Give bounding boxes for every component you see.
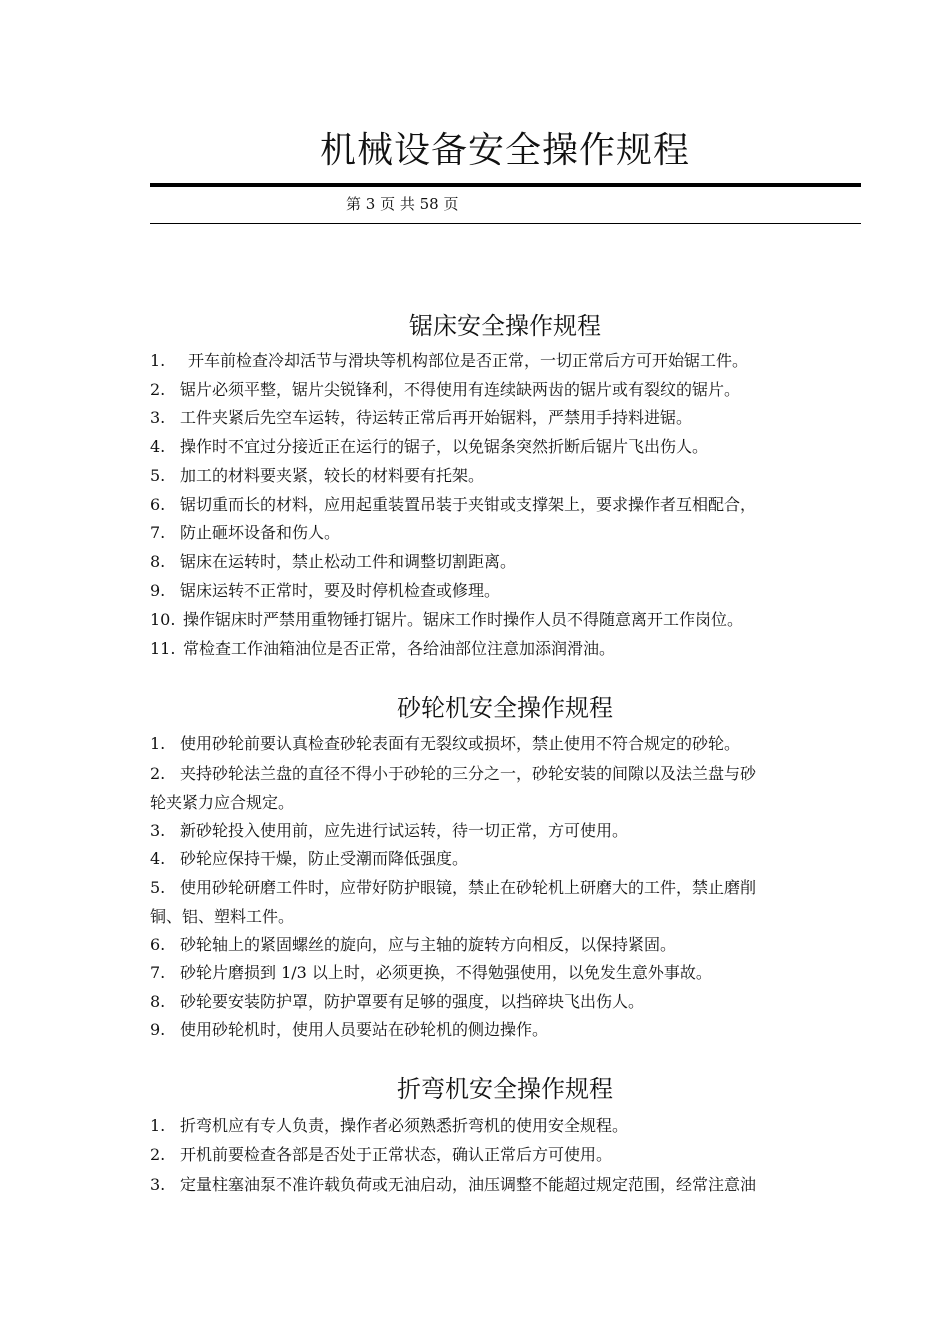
header-rule-thin <box>150 223 861 224</box>
rule-text: 锯床运转不正常时，要及时停机检查或修理。 <box>180 581 501 600</box>
rule-text: 工件夹紧后先空车运转，待运转正常后再开始锯料，严禁用手持料进锯。 <box>180 408 693 427</box>
rule-number: 1. <box>150 1116 166 1135</box>
saw-rule-8 <box>150 551 862 573</box>
saw-rule-4 <box>150 436 862 458</box>
rule-number: 2. <box>150 1145 166 1164</box>
rule-text: 使用砂轮研磨工件时，应带好防护眼镜，禁止在砂轮机上研磨大的工件，禁止磨削 <box>180 878 757 897</box>
rule-number: 5. <box>150 878 166 897</box>
rule-number: 11. <box>150 639 176 658</box>
rule-text: 锯片必须平整，锯片尖锐锋利，不得使用有连续缺两齿的锯片或有裂纹的锯片。 <box>180 380 741 399</box>
rule-number: 2. <box>150 380 166 399</box>
saw-rule-10 <box>150 609 862 631</box>
rule-text: 锯床在运转时，禁止松动工件和调整切割距离。 <box>180 552 517 571</box>
grinder-rule-2 <box>150 763 862 785</box>
page-counter: 第 3 页 共 58 页 <box>346 195 459 213</box>
grinder-rule-8 <box>150 991 862 1013</box>
rule-text: 操作时不宜过分接近正在运行的锯子，以免锯条突然折断后锯片飞出伤人。 <box>180 437 709 456</box>
grinder-rule-9 <box>150 1019 862 1041</box>
rule-text: 使用砂轮前要认真检查砂轮表面有无裂纹或损坏，禁止使用不符合规定的砂轮。 <box>180 734 741 753</box>
rule-text: 加工的材料要夹紧，较长的材料要有托架。 <box>180 466 485 485</box>
rule-text: 砂轮轴上的紧固螺丝的旋向，应与主轴的旋转方向相反，以保持紧固。 <box>180 935 677 954</box>
grinder-rule-2-cont: 轮夹紧力应合规定。 <box>150 793 295 812</box>
rule-number: 7. <box>150 523 166 542</box>
rule-number: 2. <box>150 764 166 783</box>
rule-number: 3. <box>150 408 166 427</box>
saw-rule-2 <box>150 379 862 401</box>
brake-rule-2 <box>150 1144 862 1166</box>
rule-text: 夹持砂轮法兰盘的直径不得小于砂轮的三分之一，砂轮安装的间隙以及法兰盘与砂 <box>180 764 757 783</box>
rule-text: 定量柱塞油泵不准许载负荷或无油启动，油压调整不能超过规定范围，经常注意油 <box>180 1175 757 1194</box>
rule-text: 使用砂轮机时，使用人员要站在砂轮机的侧边操作。 <box>180 1020 549 1039</box>
saw-rule-1 <box>150 350 862 372</box>
rule-text: 操作锯床时严禁用重物锤打锯片。锯床工作时操作人员不得随意离开工作岗位。 <box>183 610 744 629</box>
saw-rule-7 <box>150 522 862 544</box>
rule-text: 新砂轮投入使用前，应先进行试运转，待一切正常，方可使用。 <box>180 821 629 840</box>
saw-rule-9 <box>150 580 862 602</box>
grinder-rule-5-cont: 铜、铝、塑料工件。 <box>150 907 295 926</box>
rule-number: 8. <box>150 552 166 571</box>
rule-number: 10. <box>150 610 176 629</box>
section-title-grinder: 砂轮机安全操作规程 <box>397 694 613 722</box>
rule-number: 3. <box>150 821 166 840</box>
rule-text: 砂轮要安装防护罩，防护罩要有足够的强度，以挡碎块飞出伤人。 <box>180 992 645 1011</box>
rule-text: 锯切重而长的材料，应用起重装置吊装于夹钳或支撑架上，要求操作者互相配合， <box>180 495 757 514</box>
section-title-saw: 锯床安全操作规程 <box>409 312 601 340</box>
rule-text: 防止砸坏设备和伤人。 <box>180 523 341 542</box>
rule-number: 6. <box>150 935 166 954</box>
rule-text: 砂轮片磨损到 1/3 以上时，必须更换，不得勉强使用，以免发生意外事故。 <box>180 963 712 982</box>
rule-number: 4. <box>150 437 166 456</box>
grinder-rule-3 <box>150 820 862 842</box>
brake-rule-1 <box>150 1115 862 1137</box>
rule-number: 5. <box>150 466 166 485</box>
rule-number: 8. <box>150 992 166 1011</box>
saw-rule-6 <box>150 494 862 516</box>
grinder-rule-1 <box>150 733 862 755</box>
rule-number: 1. <box>150 734 166 753</box>
header-rule-thick <box>150 183 861 187</box>
saw-rule-11 <box>150 638 862 660</box>
rule-number: 9. <box>150 1020 166 1039</box>
rule-number: 6. <box>150 495 166 514</box>
rule-text: 开车前检查冷却活节与滑块等机构部位是否正常，一切正常后方可开始锯工件。 <box>188 351 749 370</box>
rule-text: 常检查工作油箱油位是否正常，各给油部位注意加添润滑油。 <box>183 639 616 658</box>
grinder-rule-6 <box>150 934 862 956</box>
grinder-rule-5 <box>150 877 862 899</box>
grinder-rule-7 <box>150 962 862 984</box>
document-title: 机械设备安全操作规程 <box>319 130 690 171</box>
rule-number: 9. <box>150 581 166 600</box>
section-title-press-brake: 折弯机安全操作规程 <box>397 1075 613 1103</box>
saw-rule-3 <box>150 407 862 429</box>
grinder-rule-4 <box>150 848 862 870</box>
rule-text: 折弯机应有专人负责，操作者必须熟悉折弯机的使用安全规程。 <box>180 1116 629 1135</box>
rule-number: 1. <box>150 351 166 370</box>
rule-text: 开机前要检查各部是否处于正常状态，确认正常后方可使用。 <box>180 1145 613 1164</box>
saw-rule-5 <box>150 465 862 487</box>
rule-number: 4. <box>150 849 166 868</box>
rule-number: 3. <box>150 1175 166 1194</box>
rule-text: 砂轮应保持干燥，防止受潮而降低强度。 <box>180 849 469 868</box>
brake-rule-3 <box>150 1174 862 1196</box>
rule-number: 7. <box>150 963 166 982</box>
